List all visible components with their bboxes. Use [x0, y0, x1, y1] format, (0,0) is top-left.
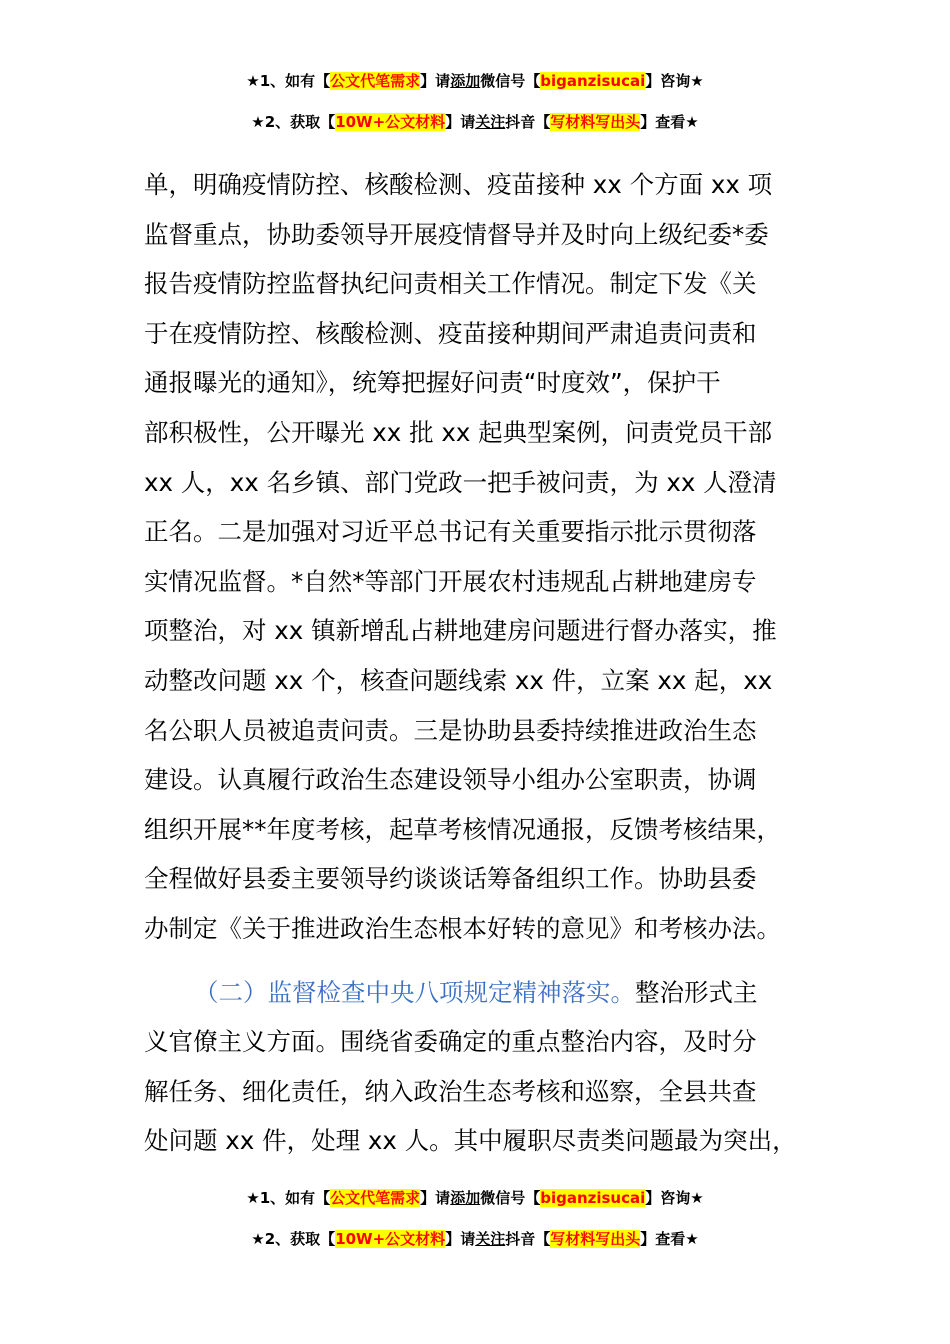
banner-text: ★1、如有【	[246, 1189, 331, 1207]
text-line: 组织开展**年度考核，起草考核情况通报，反馈考核结果，	[144, 814, 781, 844]
banner-text: ★2、获取【	[251, 113, 336, 131]
banner-highlight: 写材料写出头	[550, 1230, 641, 1248]
banner-highlight: 公文代笔需求	[330, 1189, 421, 1207]
banner-text: 】咨询★	[645, 1189, 704, 1207]
banner-underline: 添加	[450, 72, 481, 90]
text-line: 监督重点，协助委领导开展疫情督导并及时向上级纪委*委	[144, 219, 769, 249]
text-line: 报告疫情防控监督执纪问责相关工作情况。制定下发《关	[144, 269, 757, 299]
banner-text: 】查看★	[640, 113, 699, 131]
banner-highlight: 10W+公文材料	[335, 113, 446, 131]
banner-text: 微信号【	[480, 72, 541, 90]
text-line: 正名。二是加强对习近平总书记有关重要指示批示贯彻落	[144, 517, 757, 547]
text-line: 部积极性，公开曝光 xx 批 xx 起典型案例，问责党员干部	[144, 417, 773, 447]
banner-highlight: 写材料写出头	[550, 113, 641, 131]
text-line: 建设。认真履行政治生态建设领导小组办公室职责，协调	[144, 765, 757, 795]
text-line: 项整治，对 xx 镇新增乱占耕地建房问题进行督办落实，推	[144, 616, 777, 646]
text-line: 动整改问题 xx 个，核查问题线索 xx 件，立案 xx 起，xx	[144, 665, 773, 695]
top-banner-line-1	[0, 70, 950, 92]
banner-highlight: 10W+公文材料	[335, 1230, 446, 1248]
banner-highlight: biganzisucai	[540, 72, 646, 90]
text-line: 名公职人员被追责问责。三是协助县委持续推进政治生态	[144, 715, 757, 745]
top-banner-line-2	[0, 111, 950, 133]
text-line: 通报曝光的通知》，统筹把握好问责“时度效”，保护干	[144, 368, 721, 398]
text-line: 实情况监督。*自然*等部门开展农村违规乱占耕地建房专	[144, 566, 757, 596]
text-line: 处问题 xx 件，处理 xx 人。其中履职尽责类问题最为突出，	[144, 1126, 797, 1156]
banner-text: 抖音【	[505, 1230, 551, 1248]
banner-text: 】请	[420, 1189, 451, 1207]
text-line: 于在疫情防控、核酸检测、疫苗接种期间严肃追责问责和	[144, 318, 757, 348]
banner-text: 】请	[445, 113, 476, 131]
banner-text: ★2、获取【	[251, 1230, 336, 1248]
banner-text: 】咨询★	[645, 72, 704, 90]
document-body	[144, 160, 812, 1166]
text-line: xx 人，xx 名乡镇、部门党政一把手被问责，为 xx 人澄清	[144, 467, 777, 497]
bottom-banner-line-1	[0, 1187, 950, 1209]
banner-text: 抖音【	[505, 113, 551, 131]
text-line: 办制定《关于推进政治生态根本好转的意见》和考核办法。	[144, 913, 781, 943]
banner-text: ★1、如有【	[246, 72, 331, 90]
text-line: 解任务、细化责任，纳入政治生态考核和巡察，全县共查	[144, 1076, 757, 1106]
banner-highlight: biganzisucai	[540, 1189, 646, 1207]
banner-highlight: 公文代笔需求	[330, 72, 421, 90]
banner-underline: 关注	[475, 113, 506, 131]
bottom-banner-line-2	[0, 1228, 950, 1250]
text-line: 单，明确疫情防控、核酸检测、疫苗接种 xx 个方面 xx 项	[144, 170, 773, 199]
banner-underline: 关注	[475, 1230, 506, 1248]
text-line: 义官僚主义方面。围绕省委确定的重点整治内容，及时分	[144, 1027, 757, 1057]
banner-text: 微信号【	[480, 1189, 541, 1207]
section-heading-line	[144, 968, 812, 1018]
banner-text: 】请	[420, 72, 451, 90]
text-span: 整治形式主	[635, 977, 758, 1007]
banner-text: 】请	[445, 1230, 476, 1248]
section-heading: （二）监督检查中央八项规定精神落实。	[194, 977, 635, 1007]
text-line: 全程做好县委主要领导约谈谈话筹备组织工作。协助县委	[144, 864, 757, 894]
banner-text: 】查看★	[640, 1230, 699, 1248]
banner-underline: 添加	[450, 1189, 481, 1207]
